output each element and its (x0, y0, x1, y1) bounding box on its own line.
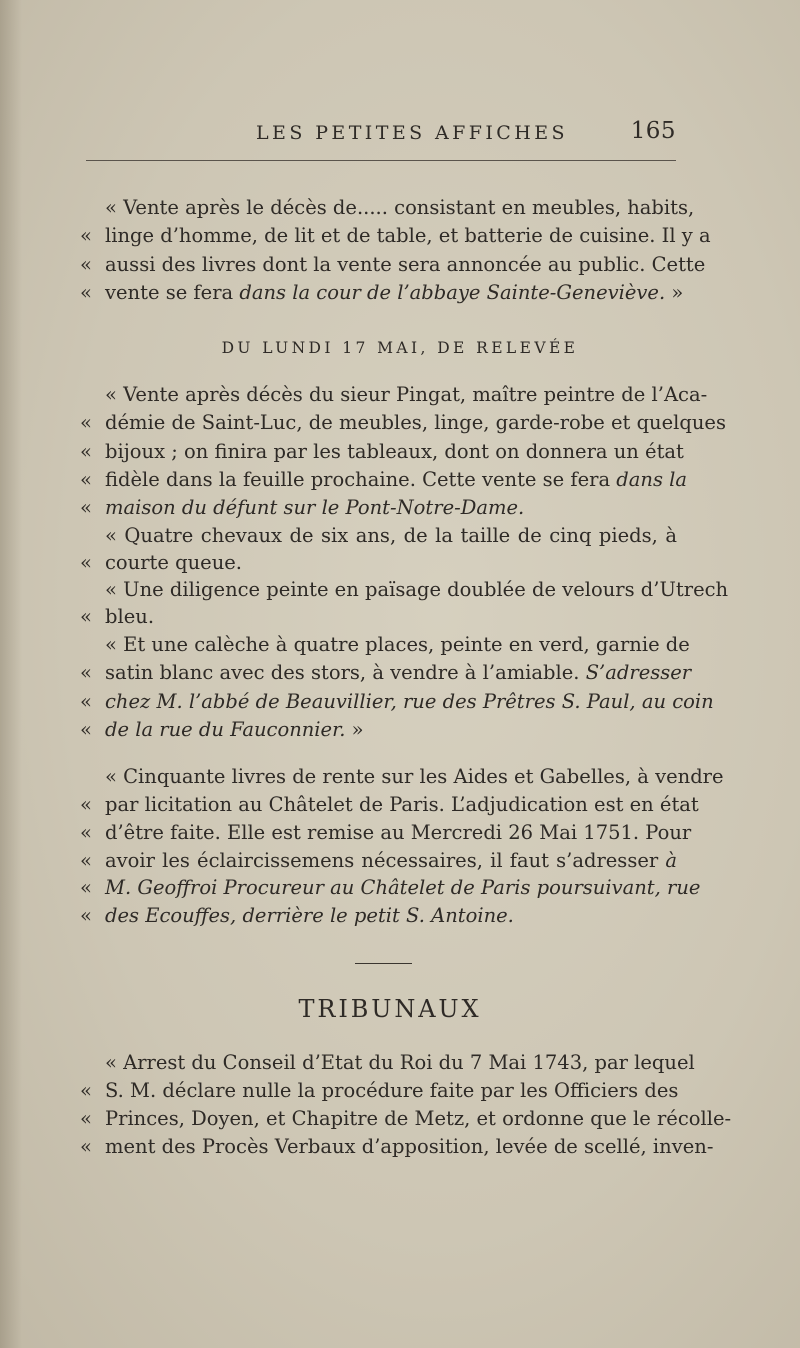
margin-quote: « (80, 904, 92, 927)
margin-quote: « (80, 224, 92, 247)
text-line: « courte queue. (80, 548, 677, 578)
margin-quote: « (80, 690, 92, 713)
text-line: « démie de Saint-Luc, de meubles, linge, garde-robe et quelques (80, 408, 677, 438)
margin-quote: « (80, 468, 92, 491)
text-line: « chez M. l’abbé de Beauvillier, rue des Prêtres S. Paul, au coin (80, 687, 677, 717)
text-line: « Une diligence peinte en païsage doublée de velours d’Utrech (105, 578, 729, 601)
text-line: « vente se fera dans la cour de l’abbaye Sainte-Geneviève. » (80, 278, 677, 308)
text-line: « linge d’homme, de lit et de table, et batterie de cuisine. Il y a (80, 221, 677, 251)
section-title: TRIBUNAUX (298, 995, 482, 1023)
margin-quote: « (80, 496, 92, 519)
margin-quote: « (80, 793, 92, 816)
text-line: « Vente après le décès de..... consistant en meubles, habits, (105, 196, 695, 219)
margin-quote: « (80, 821, 92, 844)
header-rule (86, 160, 676, 161)
text-line: « par licitation au Châtelet de Paris. L’adjudication est en état (80, 790, 677, 820)
text-line: « bijoux ; on finira par les tableaux, dont on donnera un état (80, 437, 677, 467)
margin-quote: « (80, 551, 92, 574)
margin-quote: « (80, 411, 92, 434)
text-line: « d’être faite. Elle est remise au Mercredi 26 Mai 1751. Pour (80, 818, 677, 848)
text-line: « avoir les éclaircissemens nécessaires, il faut s’adresser à (80, 846, 677, 876)
margin-quote: « (80, 1135, 92, 1158)
margin-quote: « (80, 1107, 92, 1130)
margin-quote: « (80, 440, 92, 463)
margin-quote: « (80, 661, 92, 684)
text-line: « M. Geoffroi Procureur au Châtelet de Paris poursuivant, rue (80, 873, 677, 903)
text-line: « S. M. déclare nulle la procédure faite par les Officiers des (80, 1076, 677, 1106)
text-line: « Princes, Doyen, et Chapitre de Metz, et ordonne que le récolle- (80, 1104, 677, 1134)
text-line: « Et une calèche à quatre places, peinte en verd, garnie de (105, 633, 690, 656)
text-line: « Vente après décès du sieur Pingat, maître peintre de l’Aca- (105, 383, 708, 406)
margin-quote: « (80, 1079, 92, 1102)
text-line: « Quatre chevaux de six ans, de la taille de cinq pieds, à (105, 524, 677, 547)
text-line: « Arrest du Conseil d’Etat du Roi du 7 Mai 1743, par lequel (105, 1051, 695, 1074)
margin-quote: « (80, 605, 92, 628)
text-line: « Cinquante livres de rente sur les Aides et Gabelles, à vendre (105, 765, 724, 788)
margin-quote: « (80, 281, 92, 304)
margin-quote: « (80, 849, 92, 872)
text-line: « bleu. (80, 602, 677, 632)
page-edge-shadow (0, 0, 22, 1348)
section-divider (355, 963, 412, 964)
margin-quote: « (80, 253, 92, 276)
running-head: LES PETITES AFFICHES (256, 122, 568, 144)
text-line: « fidèle dans la feuille prochaine. Cette vente se fera dans la (80, 465, 677, 495)
text-line: « de la rue du Fauconnier. » (80, 715, 677, 745)
margin-quote: « (80, 718, 92, 741)
text-line: « satin blanc avec des stors, à vendre à l’amiable. S’adresser (80, 658, 677, 688)
text-line: « maison du défunt sur le Pont-Notre-Dame. (80, 493, 677, 523)
margin-quote: « (80, 876, 92, 899)
page-number: 165 (630, 118, 676, 144)
text-line: « des Ecouffes, derrière le petit S. Antoine. (80, 901, 677, 931)
text-line: « ment des Procès Verbaux d’apposition, levée de scellé, inven- (80, 1132, 677, 1162)
text-line: « aussi des livres dont la vente sera annoncée au public. Cette (80, 250, 677, 280)
subheading-date: DU LUNDI 17 MAI, DE RELEVÉE (221, 339, 579, 357)
